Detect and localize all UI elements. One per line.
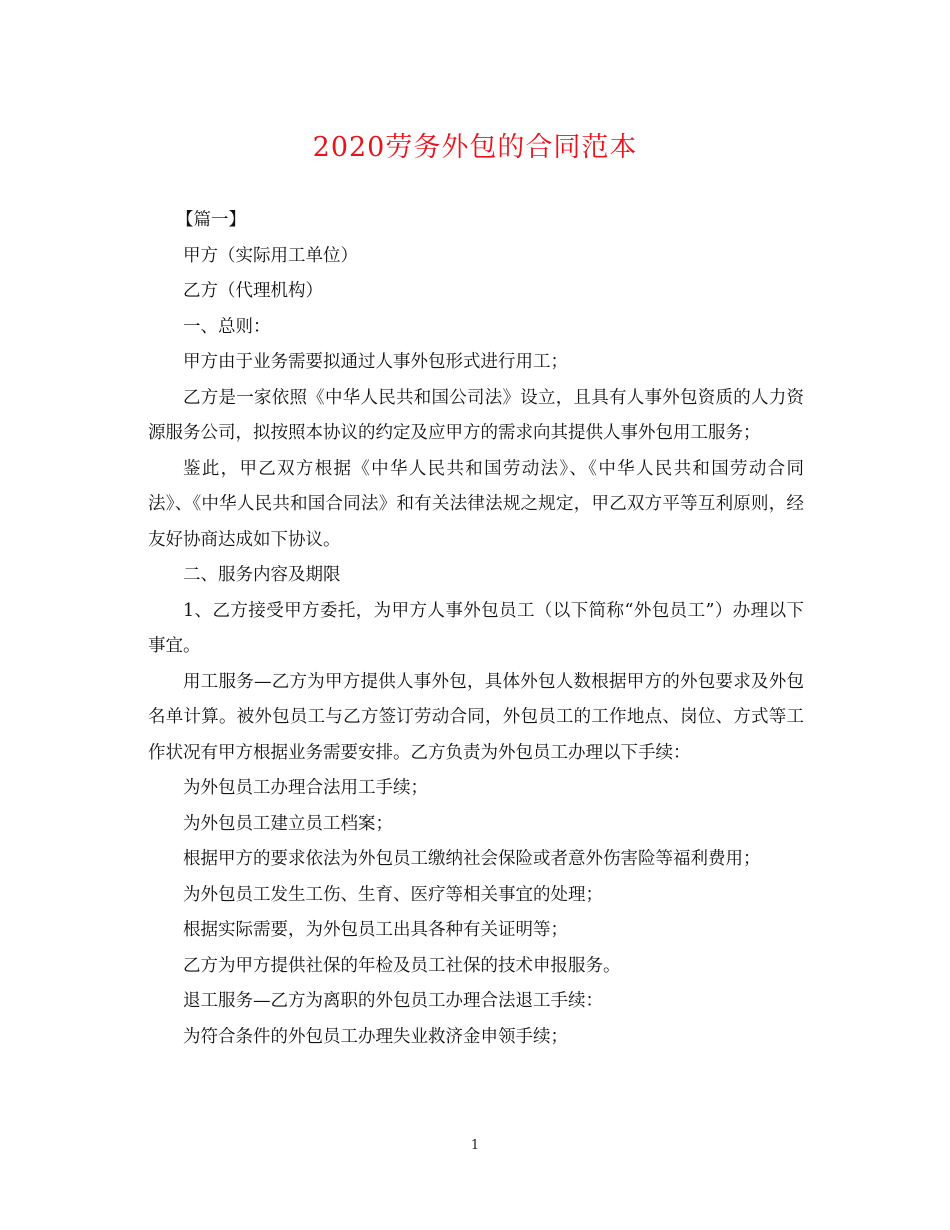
paragraph: 用工服务—乙方为甲方提供人事外包，具体外包人数根据甲方的外包要求及外包名单计算。被外包员工与乙方签订劳动合同，外包员工的工作地点、岗位、方式等工作状况有甲方根据业务需要安排。乙方负责为外包员工办理以下手续：: [148, 671, 804, 763]
paragraph: 退工服务—乙方为离职的外包员工办理合法退工手续：: [183, 991, 603, 1011]
paragraph: 二、服务内容及期限: [183, 565, 341, 585]
paragraph: 1、乙方接受甲方委托，为甲方人事外包员工（以下简称“外包员工”）办理以下事宜。: [148, 600, 804, 656]
paragraph: 乙方是一家依照《中华人民共和国公司法》设立，且具有人事外包资质的人力资源服务公司，拟按照本协议的约定及应甲方的需求向其提供人事外包用工服务；: [148, 387, 804, 443]
paragraph: 为外包员工发生工伤、生育、医疗等相关事宜的处理；: [183, 884, 603, 905]
paragraph: 为外包员工建立员工档案；: [183, 813, 393, 834]
paragraph: 为符合条件的外包员工办理失业救济金申领手续；: [183, 1026, 568, 1047]
paragraph: 根据甲方的要求依法为外包员工缴纳社会保险或者意外伤害险等福利费用；: [183, 849, 761, 869]
paragraph: 甲方由于业务需要拟通过人事外包形式进行用工；: [183, 352, 568, 372]
document-title: 2020劳务外包的合同范本: [312, 132, 638, 163]
paragraph: 鉴此，甲乙双方根据《中华人民共和国劳动法》、《中华人民共和国劳动合同法》、《中华人民共和国合同法》和有关法律法规之规定，甲乙双方平等互利原则，经友好协商达成如下协议。: [148, 458, 804, 550]
paragraph: 乙方（代理机构）: [183, 281, 323, 301]
document-body: [148, 203, 804, 1055]
section-heading: 【篇一】: [176, 210, 246, 230]
paragraph: 一、总则：: [183, 316, 271, 337]
paragraph: 根据实际需要，为外包员工出具各种有关证明等；: [183, 920, 568, 940]
page-number: 1: [470, 1138, 480, 1153]
paragraph: 甲方（实际用工单位）: [183, 245, 358, 266]
paragraph: 乙方为甲方提供社保的年检及员工社保的技术申报服务。: [183, 955, 621, 976]
paragraph: 为外包员工办理合法用工手续；: [183, 778, 428, 798]
